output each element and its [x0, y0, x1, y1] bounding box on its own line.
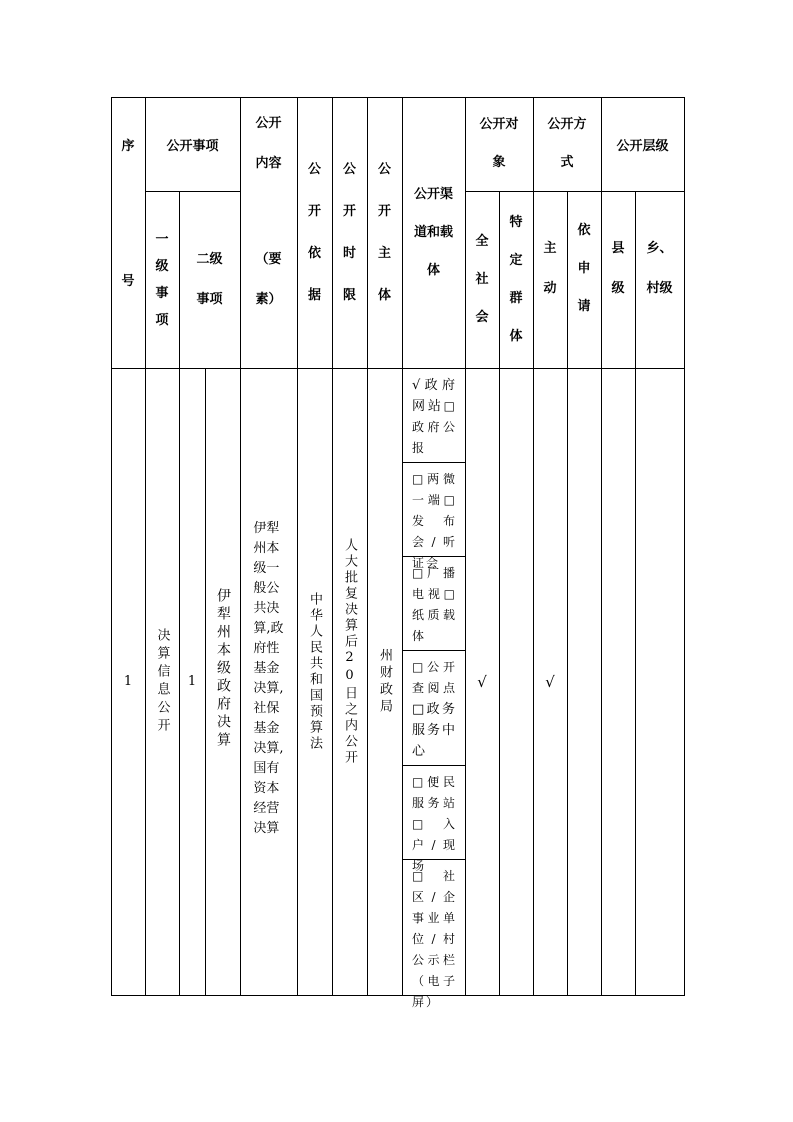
header-text: 公开对 — [479, 117, 519, 132]
header-text: 公开事项 — [166, 138, 219, 154]
row-erji-index — [179, 368, 205, 995]
header-text: 社 — [475, 271, 489, 287]
header-text: 公开渠 — [413, 186, 453, 202]
row-neirong — [240, 368, 297, 995]
cell-text: 资本 — [253, 781, 280, 796]
header-text: 体 — [509, 328, 523, 344]
cell-text: 基金 — [253, 661, 280, 676]
channel-cell-5 — [402, 766, 465, 873]
header-text: 主 — [377, 245, 391, 261]
cell-text: 算,政 — [253, 621, 284, 636]
header-text: 事项 — [196, 291, 223, 307]
cell-text: 州财政局 — [377, 647, 392, 716]
header-text: 村级 — [646, 280, 673, 296]
header-yiji-shixiang — [145, 191, 179, 368]
header-xu — [111, 97, 145, 191]
channel-option: □公开查阅点 — [412, 660, 457, 695]
cell-text: 府性 — [253, 641, 280, 656]
channel-option: □政府公报 — [412, 399, 457, 455]
channel-cell-2 — [402, 463, 465, 570]
header-text: 依 — [307, 245, 321, 261]
channel-option: □入户/现场 — [412, 817, 457, 873]
header-text: 限 — [342, 287, 356, 303]
header-text: 依 — [577, 222, 591, 238]
header-text: 群 — [509, 290, 523, 306]
header-text: 特 — [509, 214, 523, 230]
cell-text: 1 — [123, 674, 133, 689]
channel-option: □两微一端 — [412, 472, 457, 507]
header-erji-shixiang — [179, 191, 240, 368]
header-text: 级 — [611, 280, 625, 296]
cell-text: 决算, — [253, 741, 284, 756]
cell-text: 经营 — [253, 801, 280, 816]
header-quan-shehui — [465, 191, 499, 368]
header-text: 公开层级 — [616, 138, 669, 154]
cell-text: 共决 — [253, 601, 280, 616]
channel-option: √政府网站 — [412, 378, 457, 414]
cell-text: 级一 — [253, 561, 280, 576]
channel-option: □社区/企事业单位/村公示栏 — [412, 869, 457, 967]
channel-option: □便民服务站 — [412, 775, 457, 810]
header-gongkai-yiju — [297, 97, 332, 368]
header-gongkai-qudao — [402, 97, 465, 368]
header-text: 二级 — [196, 251, 223, 267]
header-text: 会 — [475, 309, 489, 325]
header-yaosu — [240, 191, 297, 368]
header-text: 时 — [342, 245, 356, 261]
header-text: 事 — [155, 285, 169, 301]
cell-text: 伊犁州本级政府决算 — [215, 588, 231, 750]
cell-text: 决算 — [253, 821, 280, 836]
channel-cell-6 — [402, 860, 465, 1009]
header-hao — [111, 191, 145, 368]
cell-text: 伊犁 — [253, 521, 280, 536]
header-zhudong — [533, 191, 567, 368]
header-text: 开 — [342, 203, 356, 219]
channel-cell-3 — [402, 557, 465, 650]
header-text: 素） — [255, 291, 282, 307]
row-erji-shixiang — [205, 368, 240, 995]
neirong-lines — [253, 519, 283, 839]
cell-text: 中华人民共和国预算法 — [307, 591, 322, 752]
header-gongkai-zhuti — [367, 97, 402, 368]
table-border-bottom — [111, 995, 684, 996]
header-gongkai-neirong — [240, 97, 297, 191]
header-text: 体 — [377, 287, 391, 303]
cell-text: 1 — [187, 674, 197, 689]
channel-cell-4 — [402, 651, 465, 765]
channel-option: （电子屏） — [412, 974, 457, 1009]
channel-option: □发布会/听证会 — [412, 493, 457, 570]
header-yi-shenqing — [567, 191, 601, 368]
header-text: 动 — [543, 280, 557, 296]
cell-text: 人大批复决算后20日之内公开 — [342, 537, 357, 766]
header-text: 序 — [121, 138, 135, 154]
header-text: 公 — [307, 161, 321, 177]
cell-text: 基金 — [253, 721, 280, 736]
header-text: 级 — [155, 258, 169, 274]
row-zhuti — [367, 368, 402, 995]
header-gongkai-shixiang — [145, 97, 240, 191]
header-text: 道和载 — [413, 224, 453, 240]
row-quan-shehui-check — [465, 368, 499, 995]
row-index — [111, 368, 145, 995]
cell-text: 决算, — [253, 681, 284, 696]
header-gongkai-shixian — [332, 97, 367, 368]
header-text: 县 — [611, 240, 625, 256]
cell-text: 州本 — [253, 541, 280, 556]
cell-text: 社保 — [253, 701, 280, 716]
row-shixian — [332, 368, 367, 995]
header-text: （要 — [255, 251, 282, 267]
header-text: 乡、 — [646, 240, 673, 256]
header-text: 内容 — [255, 156, 282, 171]
header-gongkai-duixiang — [465, 97, 533, 191]
header-text: 申 — [577, 260, 591, 276]
header-text: 请 — [577, 298, 591, 314]
header-gongkai-cengji — [601, 97, 684, 191]
header-gongkai-fangshi — [533, 97, 601, 191]
header-text: 定 — [509, 252, 523, 268]
header-text: 一 — [155, 231, 169, 247]
check-mark: √ — [477, 672, 487, 691]
cell-text: 国有 — [253, 761, 280, 776]
header-text: 象 — [492, 155, 506, 170]
header-teding-qunti — [499, 191, 533, 368]
row-yiju — [297, 368, 332, 995]
cell-text: 般公 — [253, 581, 280, 596]
check-mark: √ — [545, 672, 555, 691]
row-yiji-shixiang — [145, 368, 179, 995]
channel-option: □政务服务中心 — [412, 702, 458, 759]
header-text: 公开 — [255, 116, 282, 131]
row-zhudong-check — [533, 368, 567, 995]
table-border-right — [684, 97, 685, 996]
channel-cell-1 — [402, 369, 465, 462]
header-text: 公开方 — [547, 117, 587, 132]
header-xiang-cunji — [635, 191, 684, 368]
header-text: 公 — [342, 161, 356, 177]
cell-text: 决算信息公开 — [154, 627, 170, 736]
channel-option: □纸质载体 — [412, 587, 457, 643]
header-text: 公 — [377, 161, 391, 177]
header-text: 全 — [475, 233, 489, 249]
header-text: 据 — [307, 287, 321, 303]
header-text: 开 — [377, 203, 391, 219]
header-text: 体 — [426, 262, 440, 278]
channel-option: □广播电视 — [412, 566, 457, 601]
header-xianji — [601, 191, 635, 368]
header-text: 号 — [121, 274, 135, 289]
header-text: 主 — [543, 240, 557, 256]
header-text: 开 — [307, 203, 321, 219]
header-text: 式 — [560, 155, 574, 170]
header-text: 项 — [155, 312, 169, 328]
